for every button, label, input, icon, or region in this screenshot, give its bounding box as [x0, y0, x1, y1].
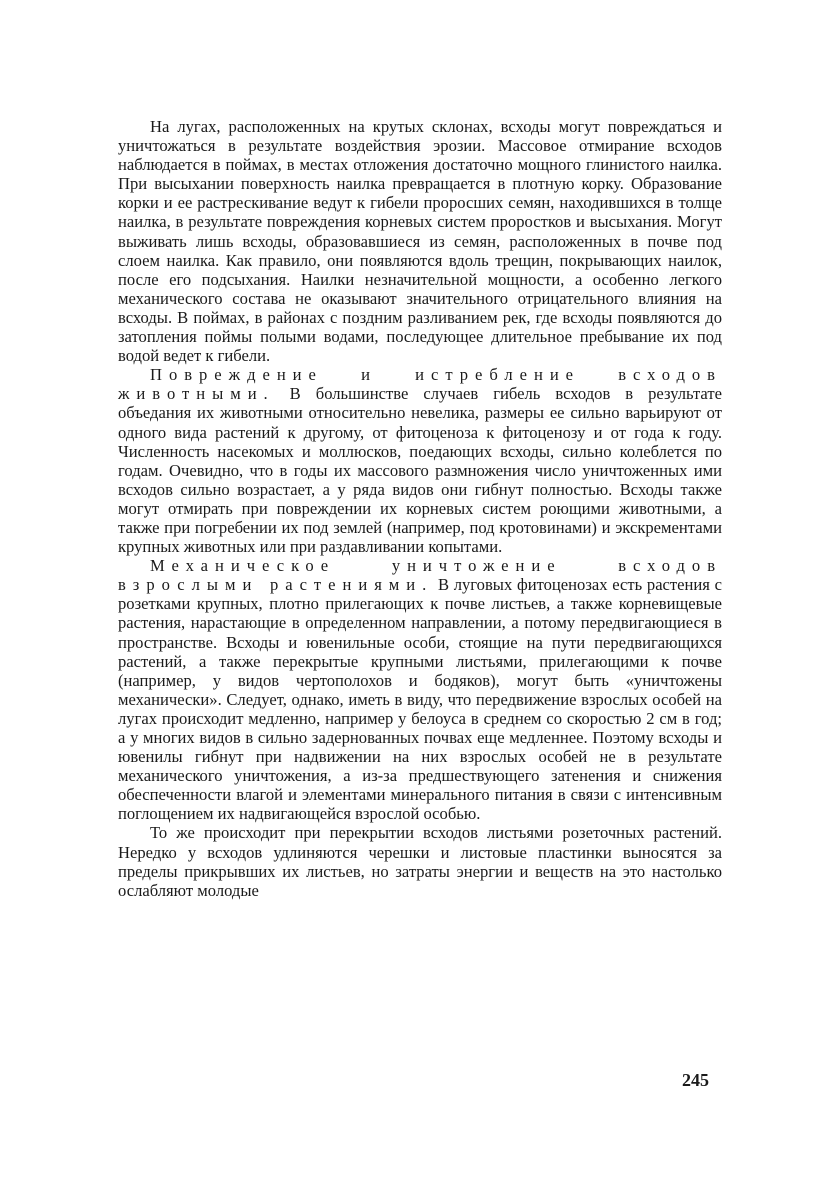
page-number: 245	[682, 1070, 709, 1090]
section-heading-mechanical: Механическое уничтожение всходов взрослыми растениями.	[118, 556, 722, 595]
paragraph-text: То же происходит при перекрытии всходов листьями розеточных растений. Нередко у всходов удлиняются черешки и листовые пластинки выносятся за пределы прикрывших их листьев, но затраты энергии и веществ на это настолько ослабляют молодые	[118, 823, 722, 900]
paragraph-text: В большинстве случаев гибель всходов в результате объедания их животными относительно невелика, размеры ее сильно варьируют от одного вида растений к другому, от фитоценоза к фитоценозу и от года к году. Численность насекомых и моллюсков, поедающих всходы, сильно колеблется по годам. Очевидно, что в годы их массового размножения число уничтоженных ими всходов сильно возрастает, а у ряда видов они гибнут полностью. Всходы также могут отмирать при повреждении их корневых систем роющими животными, а также при погребении их под землей (например, под кротовинами) и экскрементами крупных животных или при раздавливании копытами.	[118, 384, 722, 557]
paragraph-rosette	[118, 823, 722, 899]
paragraph-mechanical	[118, 556, 722, 823]
main-text	[118, 117, 722, 900]
paragraph-animals	[118, 365, 722, 556]
section-heading-animals: Повреждение и истребление всходов животными.	[118, 365, 722, 404]
paragraph-erosion	[118, 117, 722, 365]
paragraph-text: В луговых фитоценозах есть растения с розетками крупных, плотно прилегающих к почве листьев, а также корневищевые растения, нарастающие в определенном направлении, а потому передвигающиеся в пространстве. Всходы и ювенильные особи, стоящие на пути передвигающихся растений, а также перекрытые крупными листьями, прилегающими к почве (например, у видов чертополохов и бодяков), могут быть «уничтожены механически». Следует, однако, иметь в виду, что передвижение взрослых особей на лугах происходит медленно, например у белоуса в среднем со скоростью 2 см в год; а у многих видов в сильно задернованных почвах еще медленнее. Поэтому всходы и ювенилы гибнут при надвижении на них взрослых особей не в результате механического уничтожения, а из-за предшествующего затенения и снижения обеспеченности влагой и элементами минерального питания в связи с интенсивным поглощением их надвигающейся взрослой особью.	[118, 575, 722, 824]
paragraph-text: На лугах, расположенных на крутых склонах, всходы могут повреждаться и уничтожаться в результате воздействия эрозии. Массовое отмирание всходов наблюдается в поймах, в местах отложения достаточно мощного глинистого наилка. При высыхании поверхность наилка превращается в плотную корку. Образование корки и ее растрескивание ведут к гибели проросших семян, находившихся в толще наилка, в результате повреждения корневых систем проростков и высыхания. Могут выживать лишь всходы, образовавшиеся из семян, расположенных в почве под слоем наилка. Как правило, они появляются вдоль трещин, покрывающих наилок, после его подсыхания. Наилки незначительной мощности, а особенно легкого механического состава не оказывают значительного отрицательного влияния на всходы. В поймах, в районах с поздним разливанием рек, где всходы появляются до затопления поймы полыми водами, последующее длительное пребывание их под водой ведет к гибели.	[118, 117, 722, 366]
